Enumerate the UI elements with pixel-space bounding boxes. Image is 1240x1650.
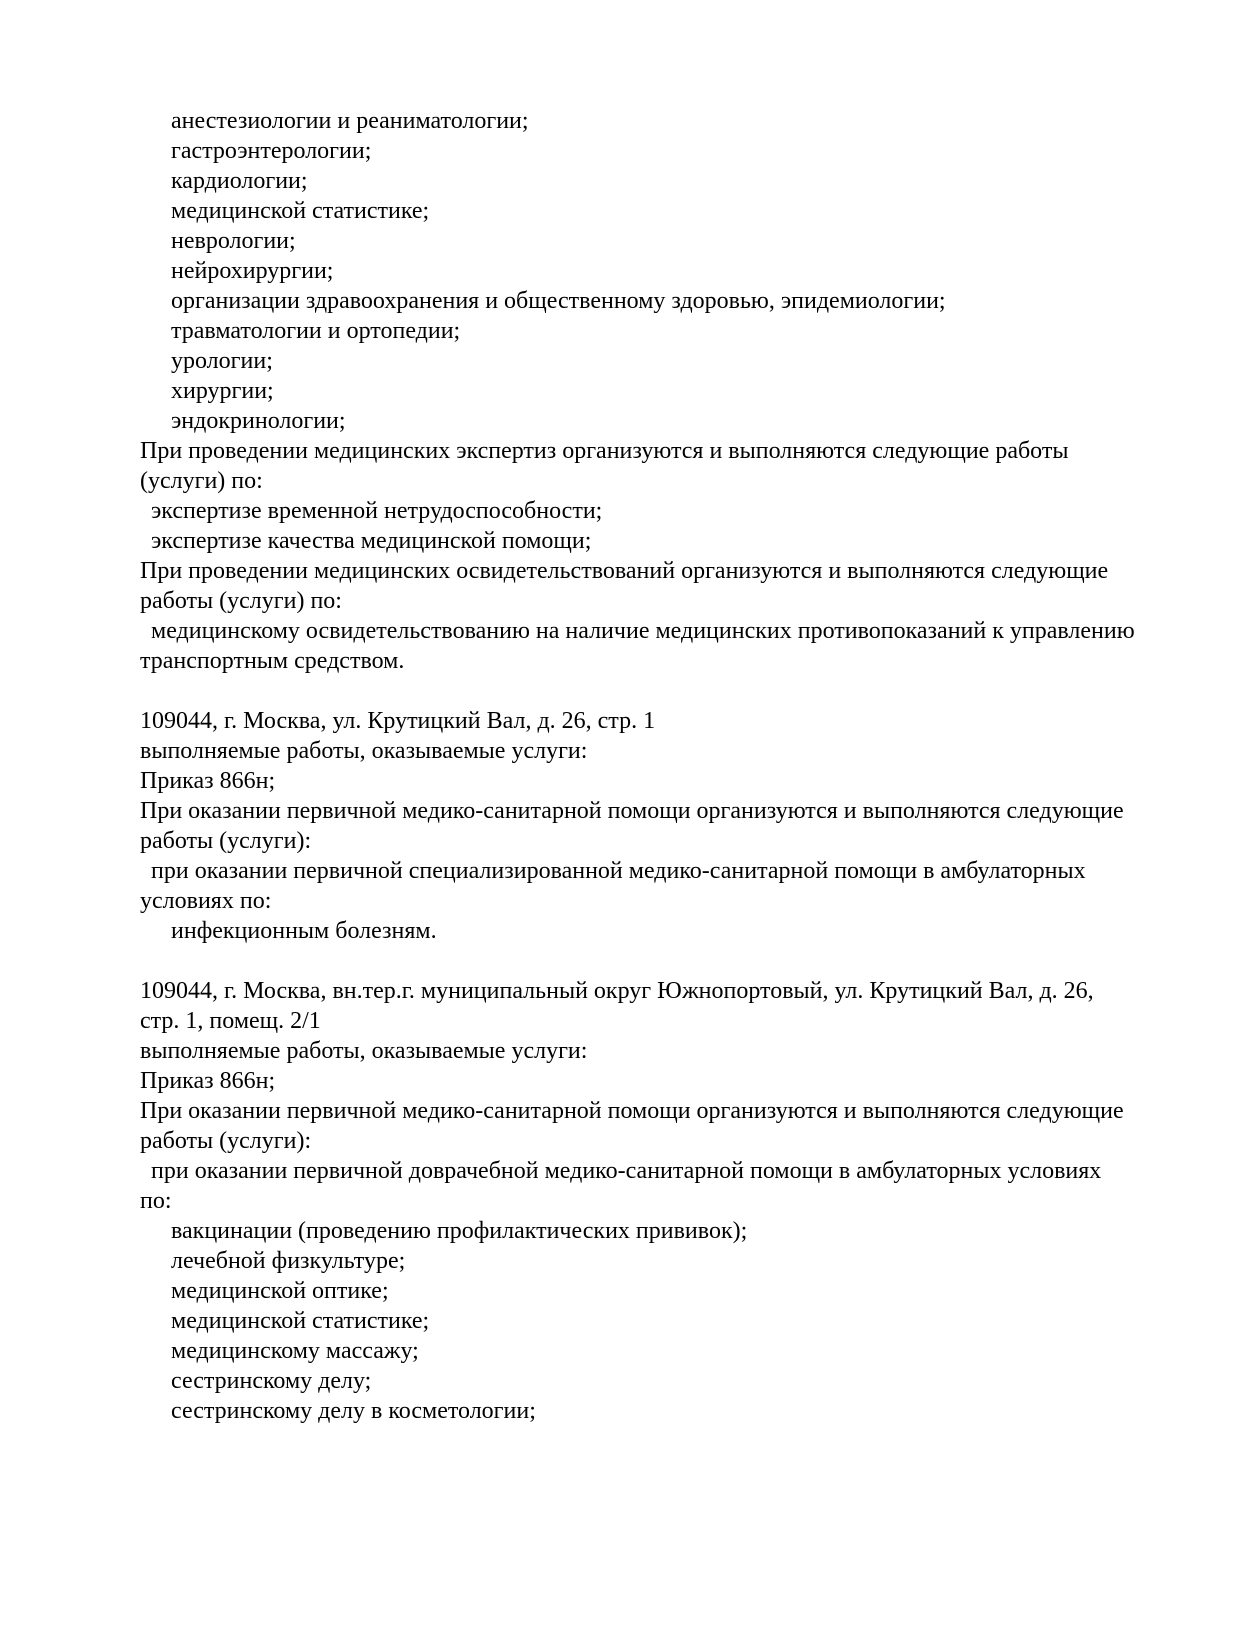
text-line: При оказании первичной медико-санитарной помощи организуются и выполняются следующие (140, 1098, 1124, 1124)
text-line: при оказании первичной доврачебной медико-санитарной помощи в амбулаторных условиях (151, 1158, 1102, 1184)
text-line: лечебной физкультуре; (171, 1248, 406, 1274)
text-line: кардиологии; (171, 168, 308, 194)
text-line: медицинской статистике; (171, 198, 430, 224)
text-line: стр. 1, помещ. 2/1 (140, 1008, 321, 1034)
text-line: по: (140, 1188, 172, 1214)
text-line: выполняемые работы, оказываемые услуги: (140, 1038, 588, 1064)
text-line: сестринскому делу; (171, 1368, 372, 1394)
text-line: медицинскому массажу; (171, 1338, 419, 1364)
text-line: условиях по: (140, 888, 272, 914)
text-line: 109044, г. Москва, ул. Крутицкий Вал, д. 26, стр. 1 (140, 708, 656, 734)
text-line: транспортным средством. (140, 648, 405, 674)
text-line: нейрохирургии; (171, 258, 334, 284)
text-line: (услуги) по: (140, 468, 263, 494)
text-line: При проведении медицинских освидетельствований организуются и выполняются следующие (140, 558, 1109, 584)
text-line: выполняемые работы, оказываемые услуги: (140, 738, 588, 764)
text-line: работы (услуги): (140, 828, 312, 854)
text-line: инфекционным болезням. (171, 918, 437, 944)
text-line: работы (услуги) по: (140, 588, 342, 614)
text-line: При проведении медицинских экспертиз организуются и выполняются следующие работы (140, 438, 1069, 464)
text-line: сестринскому делу в косметологии; (171, 1398, 536, 1424)
text-line: эндокринологии; (171, 408, 346, 434)
blank-line (140, 946, 1130, 976)
text-line: гастроэнтерологии; (171, 138, 372, 164)
text-line: хирургии; (171, 378, 274, 404)
text-line: анестезиологии и реаниматологии; (171, 108, 529, 134)
text-line: вакцинации (проведению профилактических прививок); (171, 1218, 748, 1244)
blank-line (140, 676, 1130, 706)
text-line: медицинской оптике; (171, 1278, 389, 1304)
document-text-block (140, 106, 1135, 1426)
text-line: при оказании первичной специализированной медико-санитарной помощи в амбулаторных (151, 858, 1086, 884)
text-line: Приказ 866н; (140, 1068, 276, 1094)
text-line: работы (услуги): (140, 1128, 312, 1154)
text-line: медицинскому освидетельствованию на наличие медицинских противопоказаний к управлению (151, 618, 1135, 644)
text-line: Приказ 866н; (140, 768, 276, 794)
text-line: травматологии и ортопедии; (171, 318, 461, 344)
text-line: неврологии; (171, 228, 296, 254)
text-line: экспертизе временной нетрудоспособности; (151, 498, 603, 524)
text-line: организации здравоохранения и общественному здоровью, эпидемиологии; (171, 288, 946, 314)
text-line: При оказании первичной медико-санитарной помощи организуются и выполняются следующие (140, 798, 1124, 824)
text-line: медицинской статистике; (171, 1308, 430, 1334)
text-line: 109044, г. Москва, вн.тер.г. муниципальный округ Южнопортовый, ул. Крутицкий Вал, д. 26, (140, 978, 1094, 1004)
text-line: экспертизе качества медицинской помощи; (151, 528, 592, 554)
text-line: урологии; (171, 348, 273, 374)
